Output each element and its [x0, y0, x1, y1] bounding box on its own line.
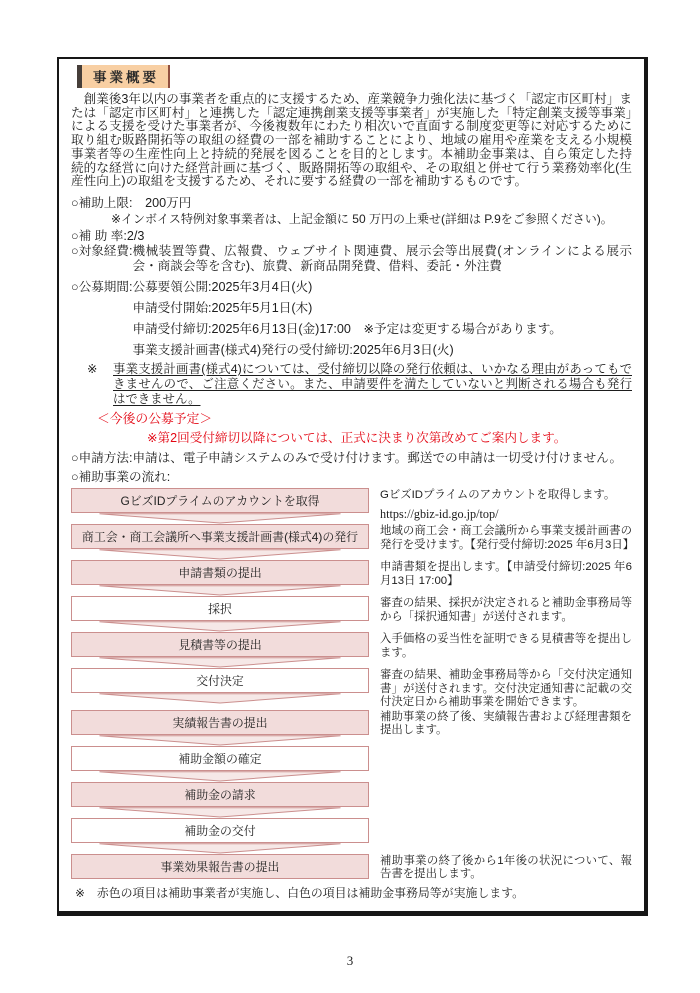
subsidy-rate-value: 2/3 [126, 228, 145, 243]
flow-step-row [71, 710, 632, 746]
overview-paragraph: 創業後3年以内の事業者を重点的に支援するため、産業競争力強化法に基づく「認定市区町村」または「認定市区町村」と連携した「認定連携創業支援等事業者」が実施した「特定創業支援等事業」による支援を受けた事業者が、今後複数年にわたり相次いで直面する制度変更等に対応するために取り組む販路開拓等の取組の経費の一部を補助することにより、地域の雇用や産業を支える小規模事業者等の生産性向上と持続的発展を図ることを目的とします。本補助金事業は、自ら策定した持続的な経営に向けた経営計画に基づく、販路開拓等の取組や、その取組と併せて行う業務効率化(生産性向上)の取組を支援するため、それに要する経費の一部を補助するものです。 [71, 92, 632, 189]
application-method-value: 申請は、電子申請システムのみで受け付けます。郵送での申請は一切受け付けません。 [132, 450, 623, 465]
future-schedule-note: ※第2回受付締切以降については、正式に決まり次第改めてご案内します。 [147, 430, 567, 445]
subsidy-limit-row [71, 196, 632, 211]
flow-step-note-text: GビズIDプライムのアカウントを取得します。 [380, 488, 616, 501]
flow-step-note: 地域の商工会・商工会議所から事業支援計画書の発行を受けます。【発行受付締切:2025 年6月3日】 [380, 524, 635, 551]
flow-step-box: 実績報告書の提出 [71, 710, 369, 735]
flow-step-note [369, 782, 632, 783]
eligible-expenses-row [71, 244, 632, 274]
flow-step-box: 採択 [71, 596, 369, 621]
flow-step-box: 補助金額の確定 [71, 746, 369, 771]
application-method-row [71, 451, 632, 466]
flow-step-note: 入手価格の妥当性を証明できる見積書等を提出します。 [380, 632, 632, 659]
flow-arrow-down-icon [97, 771, 343, 782]
flow-arrow-down-icon [97, 513, 343, 524]
eligible-expenses-label: ○対象経費: [71, 243, 133, 258]
flow-step-note: 審査の結果、補助金事務局等から「交付決定通知書」が送付されます。交付決定通知書に記載の交付決定日から補助事業を開始できます。 [380, 668, 632, 709]
flow-arrow-down-icon [97, 843, 343, 854]
period-line-open: 公募要領公開:2025年3月4日(火) [132, 279, 313, 294]
flow-arrow-down-icon [97, 693, 343, 704]
flow-step-box: 補助金の請求 [71, 782, 369, 807]
application-period-label: ○公募期間: [71, 279, 133, 294]
period-line-deadline: 申請受付締切:2025年6月13日(金)17:00 ※予定は変更する場合があります。 [132, 321, 562, 336]
flow-step-note [369, 746, 632, 747]
flow-step-box: GビズIDプライムのアカウントを取得 [71, 488, 369, 513]
flow-step-box: 申請書類の提出 [71, 560, 369, 585]
flow-step-box: 商工会・商工会議所へ事業支援計画書(様式4)の発行 [71, 524, 369, 549]
application-period-lines [132, 280, 632, 360]
flow-step-row [71, 524, 635, 560]
future-schedule-heading: ＜今後の公募予定＞ [97, 410, 213, 426]
flow-step-row [71, 560, 632, 596]
flow-step-row [71, 488, 632, 524]
flow-step-note [369, 818, 632, 819]
flow-step-note: 補助事業の終了後から1年後の状況について、報告書を提出します。 [380, 854, 632, 881]
flow-step-box: 交付決定 [71, 668, 369, 693]
flow-step-note: 審査の結果、採択が決定されると補助金事務局等から「採択通知書」が送付されます。 [380, 596, 632, 623]
flow-step-row [71, 632, 632, 668]
flow-arrow-down-icon [97, 621, 343, 632]
subsidy-rate-label: ○補 助 率: [71, 228, 127, 243]
flow-step-note: 補助事業の終了後、実績報告書および経理書類を提出します。 [380, 710, 632, 737]
flow-step-row [71, 818, 632, 854]
flow-arrow-down-icon [97, 585, 343, 596]
section-title: 事業概要 [93, 70, 159, 85]
flow-arrow-down-icon [97, 657, 343, 668]
flow-step-box: 見積書等の提出 [71, 632, 369, 657]
application-method-label: ○申請方法: [71, 450, 133, 465]
flow-step-row [71, 668, 632, 710]
flow-chart [71, 488, 635, 882]
subsidy-limit-label: ○補助上限: [71, 195, 133, 210]
page-number: 3 [346, 953, 354, 968]
invoice-note: ※インボイス特例対象事業者は、上記金額に 50 万円の上乗せ(詳細は P.9をご参照ください)。 [111, 211, 613, 226]
period-line-start: 申請受付開始:2025年5月1日(木) [132, 300, 313, 315]
flow-step-row [71, 746, 632, 782]
form4-warning [87, 362, 632, 407]
subsidy-rate-row [71, 229, 632, 244]
flow-step-note: 申請書類を提出します。【申請受付締切:2025 年6月13日 17:00】 [380, 560, 632, 587]
eligible-expenses-value: 機械装置等費、広報費、ウェブサイト関連費、展示会等出展費(オンラインによる展示会・商談会等を含む)、旅費、新商品開発費、借料、委託・外注費 [132, 243, 632, 273]
flow-step-note [369, 488, 632, 521]
subsidy-limit-value: 200万円 [132, 195, 192, 210]
section-header [77, 65, 170, 88]
flow-step-row [71, 782, 632, 818]
flow-step-box: 事業効果報告書の提出 [71, 854, 369, 879]
flow-arrow-down-icon [97, 735, 343, 746]
warning-marker: ※ [87, 361, 98, 376]
flow-step-box: 補助金の交付 [71, 818, 369, 843]
gbiz-url-text: https://gbiz-id.go.jp/top/ [380, 506, 499, 521]
flow-arrow-down-icon [97, 807, 343, 818]
flow-section-label: ○補助事業の流れ: [71, 469, 171, 484]
flow-step-row [71, 854, 632, 882]
application-period-row [71, 280, 632, 360]
document-frame [57, 57, 648, 916]
flow-legend-note: ※ 赤色の項目は補助事業者が実施し、白色の項目は補助金事務局等が実施します。 [75, 885, 524, 900]
warning-text: 事業支援計画書(様式4)については、受付締切以降の発行依頼は、いかなる理由があってもできませんので、ご注意ください。また、申請要件を満たしていないと判断される場合も発行はできません。 [113, 361, 632, 406]
flow-arrow-down-icon [97, 549, 343, 560]
period-line-form4: 事業支援計画書(様式4)発行の受付締切:2025年6月3日(火) [132, 342, 454, 357]
flow-step-row [71, 596, 632, 632]
